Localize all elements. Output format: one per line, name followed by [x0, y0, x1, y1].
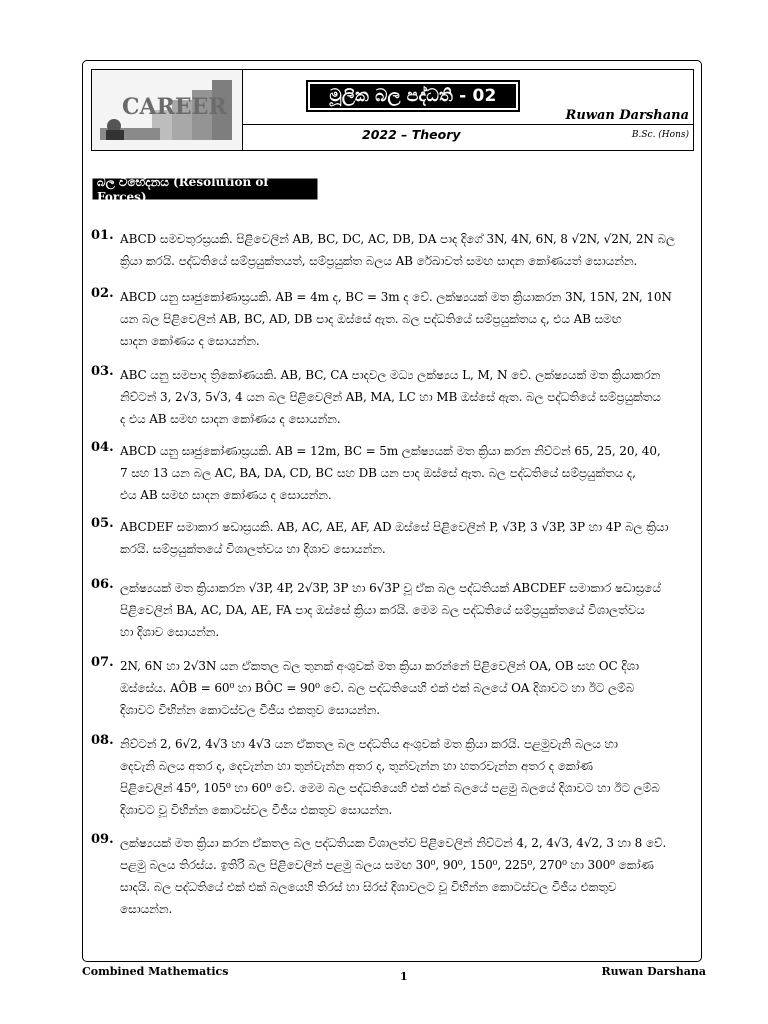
question-line: සාදන කෝණය ද සොයන්න. — [120, 334, 260, 348]
question-number: 07. — [91, 655, 114, 670]
question-item — [91, 832, 697, 920]
question-line: නිව්ටන් 3, 2√3, 5√3, 4 යන බල පිළිවෙලින් AB, MA, LC හා MB ඔස්සේ ඇත. බල පද්ධතියේ සම්ප්‍රයුක්තය — [120, 390, 661, 404]
question-item — [91, 516, 697, 560]
career-logo — [92, 70, 243, 150]
question-text — [120, 364, 697, 430]
author-degree: B.Sc. (Hons) — [631, 130, 689, 140]
question-text — [120, 577, 697, 643]
footer-author: Ruwan Darshana — [601, 965, 706, 978]
footer-subject: Combined Mathematics — [82, 965, 229, 978]
question-number: 03. — [91, 364, 114, 379]
question-item — [91, 286, 697, 352]
question-text — [120, 733, 697, 821]
question-number: 06. — [91, 577, 114, 592]
question-item — [91, 228, 697, 272]
question-item — [91, 577, 697, 643]
question-line: සාදයි. බල පද්ධතියේ එක් එක් බලයෙහි තිරස් හා සිරස් දිශාවලට වූ විභින්න කොටස්වල වීජීය එකතුව — [120, 880, 617, 894]
question-line: ද එය AB සමඟ සාදන කෝණය ද සොයන්න. — [120, 412, 341, 426]
author-name: Ruwan Darshana — [565, 108, 689, 123]
question-number: 02. — [91, 286, 114, 301]
question-line: ABCD සමචතුරස්‍රයකි. පිළිවෙලින් AB, BC, DC, AC, DB, DA පාද දිගේ 3N, 4N, 6N, 8 √2N, √2N, 2N බල — [120, 232, 676, 246]
question-text — [120, 286, 697, 352]
page-title: මූලික බල පද්ධති - 02 — [306, 80, 520, 112]
question-line: ලක්ෂ්‍යයක් මත ක්‍රියාකරන √3P, 4P, 2√3P, 3P හා 6√3P වූ ඒක බල පද්ධතියක් ABCDEF සමාකාර ෂඩාස්‍රයේ — [120, 581, 661, 595]
header-box — [91, 69, 694, 151]
question-line: ලක්ෂ්‍යයක් මත ක්‍රියා කරන ඒකතල බල පද්ධතියක විශාලත්ව පිළිවෙලින් නිව්ටන් 4, 2, 4√3, 4√2, 3 හා 8 වේ. — [120, 836, 667, 850]
question-text — [120, 440, 697, 506]
question-number: 08. — [91, 733, 114, 748]
question-line: හා දිශාව සොයන්න. — [120, 625, 220, 639]
question-line: එය AB සමඟ සාදන කෝණය ද සොයන්න. — [120, 488, 332, 502]
question-line: යන බල පිළිවෙලින් AB, BC, AD, DB පාද ඔස්සේ ඇත. බල පද්ධතියේ සම්ප්‍රයුක්තය ද, එය AB සමඟ — [120, 312, 622, 326]
section-heading: බල විභේදනය (Resolution of Forces) — [91, 177, 319, 201]
question-item — [91, 733, 697, 821]
question-line: පළමු බලය තිරස්ය. ඉතිරි බල පිළිවෙලින් පළමු බලය සමඟ 30⁰, 90⁰, 150⁰, 225⁰, 270⁰ හා 300⁰ කෝණ — [120, 858, 654, 872]
question-item — [91, 440, 697, 506]
career-logo-graphic — [92, 70, 242, 150]
question-line: 7 සහ 13 යන බල AC, BA, DA, CD, BC සහ DB යන පාද ඔස්සේ ඇත. බල පද්ධතියේ සම්ප්‍රයුක්තය ද, — [120, 466, 636, 480]
question-text — [120, 228, 697, 272]
question-line: දෙවැනි බලය අතර ද, දෙවැන්න හා තුන්වැන්න අතර ද, තුන්වැන්න හා හතරවැන්න අතර ද කෝණ — [120, 759, 593, 773]
question-line: ABCD යනු සෘජුකෝණාස්‍රයකි. AB = 12m, BC = 5m ලක්ෂ්‍යයක් මත ක්‍රියා කරන නිව්ටන් 65, 25, 20, 40, — [120, 444, 661, 458]
question-line: ABC යනු සමපාද ත්‍රිකෝණයකි. AB, BC, CA පාදවල මධ්‍ය ලක්ෂ්‍යය L, M, N වේ. ලක්ෂ්‍යයක් මත ක්‍රියාකරන — [120, 368, 661, 382]
question-number: 09. — [91, 832, 114, 847]
question-text — [120, 832, 697, 920]
question-line: ABCDEF සමාකාර ෂඩාස්‍රයකි. AB, AC, AE, AF, AD ඔස්සේ පිළිවෙලින් P, √3P, 3 √3P, 3P හා 4P බල ක්‍රියා — [120, 520, 669, 534]
question-line: පිළිවෙලින් 45⁰, 105⁰ හා 60⁰ වේ. මෙම බල පද්ධතියෙහි එක් එක් බලයේ පළමු බලයේ දිශාවට හා ඊට ලම්බ — [120, 781, 660, 795]
question-line: ඔස්සේය. AÔB = 60⁰ හා BÔC = 90⁰ වේ. බල පද්ධතියෙහි එක් එක් බලයේ OA දිශාවට හා ඊට ලම්බ — [120, 681, 635, 695]
question-line: ක්‍රියා කරයි. පද්ධතියේ සම්ප්‍රයුක්තයත්, සම්ප්‍රයුක්ත බලය AB රේඛාවත් සමඟ සාදන කෝණයත් සොයන්න. — [120, 254, 638, 268]
question-line: ABCD යනු සෘජුකෝණාස්‍රයකි. AB = 4m ද, BC = 3m ද වේ. ලක්ෂ්‍යයක් මත ක්‍රියාකරන 3N, 15N, 2N, 10N — [120, 290, 672, 304]
question-line: දිශාවට වූ විභින්න කොටස්වල වීජීය එකතුව සොයන්න. — [120, 803, 393, 817]
question-line: නිව්ටන් 2, 6√2, 4√3 හා 4√3 යන ඒකතල බල පද්ධතිය අංශුවක් මත ක්‍රියා කරයි. පළමුවැනි බලය හා — [120, 737, 618, 751]
question-text — [120, 655, 697, 721]
footer-page-number: 1 — [400, 970, 408, 983]
question-item — [91, 655, 697, 721]
header-divider — [242, 124, 693, 125]
question-line: කරයි. සම්ප්‍රයුක්තයේ විශාලත්වය හා දිශාව සොයන්න. — [120, 542, 386, 556]
question-line: දිශාවට විභින්න කොටස්වල වීජීය එකතුව සොයන්න. — [120, 703, 380, 717]
question-number: 04. — [91, 440, 114, 455]
question-line: පිළිවෙලින් BA, AC, DA, AE, FA පාද ඔස්සේ ක්‍රියා කරයි. මෙම බල පද්ධතියේ සම්ප්‍රයුක්තයේ විශාලත්වය — [120, 603, 645, 617]
question-number: 05. — [91, 516, 114, 531]
year-theory-label: 2022 – Theory — [362, 127, 461, 142]
question-number: 01. — [91, 228, 114, 243]
question-line: සොයන්න. — [120, 902, 173, 916]
logo-wordmark: CAREER — [122, 94, 227, 120]
question-text — [120, 516, 697, 560]
question-item — [91, 364, 697, 430]
question-line: 2N, 6N හා 2√3N යන ඒකතල බල තුනක් අංශුවක් මත ක්‍රියා කරන්නේ පිළිවෙලින් OA, OB සහ OC දිශා — [120, 659, 639, 673]
